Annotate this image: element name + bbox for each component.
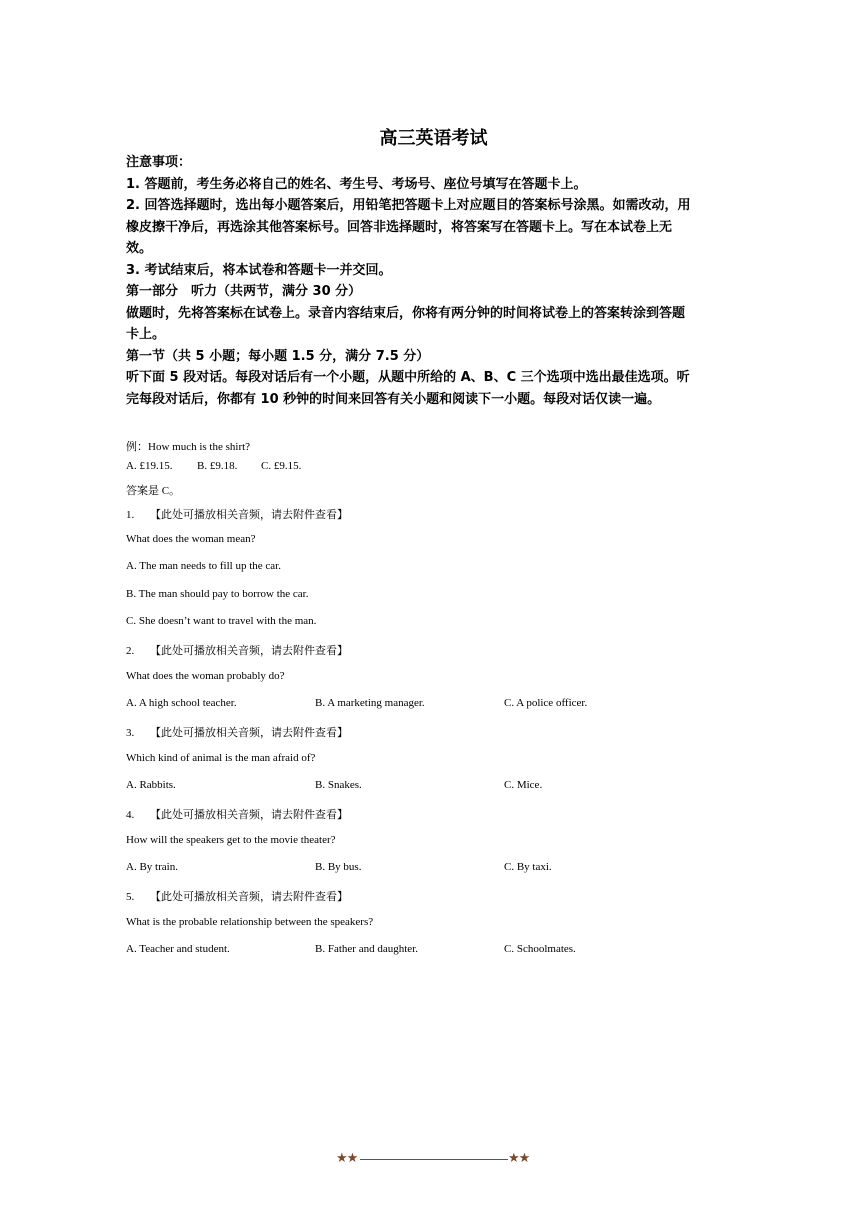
page-title: 高三英语考试: [379, 128, 488, 149]
note-2: 2. 回答选择题时，选出每小题答案后，用铅笔把答题卡上对应题目的答案标号涂黑。如需改动，用橡皮擦干净后，再选涂其他答案标号。回答非选择题时，将答案写在答题卡上。写在本试卷上无效。: [126, 198, 691, 256]
example-option-b: B. £9.18.: [197, 460, 238, 472]
question-1-option-a: A. The man needs to fill up the car.: [126, 560, 281, 572]
question-4-audio: [126, 806, 348, 822]
example-answer: 答案是 C。: [126, 485, 181, 497]
question-1-option-b: B. The man should pay to borrow the car.: [126, 588, 309, 600]
question-2-audio: [126, 642, 348, 658]
question-number: 1.: [126, 509, 135, 521]
question-3-audio: [126, 724, 348, 740]
note-1: 1. 答题前，考生务必将自己的姓名、考生号、考场号、座位号填写在答题卡上。: [126, 176, 587, 192]
instructions-block: [126, 152, 696, 410]
option-b: B. Father and daughter.: [315, 943, 418, 955]
option-c: C. A police officer.: [504, 697, 588, 709]
option-a: A. Teacher and student.: [126, 943, 230, 955]
option-c: C. Mice.: [504, 779, 543, 791]
question-4-text: How will the speakers get to the movie theater?: [126, 834, 336, 846]
option-a: A. A high school teacher.: [126, 697, 237, 709]
example-option-a: A. £19.15.: [126, 460, 173, 472]
question-1-text: What does the woman mean?: [126, 533, 256, 545]
part-description: 做题时，先将答案标在试卷上。录音内容结束后，你将有两分钟的时间将试卷上的答案转涂到答题卡上。: [126, 305, 686, 342]
question-number: 3.: [126, 727, 135, 739]
example-question: 例：How much is the shirt?: [126, 441, 251, 453]
right-stars-icon: ★★: [508, 1150, 530, 1165]
question-5-text: What is the probable relationship between the speakers?: [126, 916, 374, 928]
audio-note: 【此处可播放相关音频，请去附件查看】: [150, 509, 348, 521]
question-2-text: What does the woman probably do?: [126, 670, 285, 682]
audio-note: 【此处可播放相关音频，请去附件查看】: [150, 891, 348, 903]
audio-note: 【此处可播放相关音频，请去附件查看】: [150, 727, 348, 739]
question-1-audio: [126, 506, 348, 522]
option-b: B. Snakes.: [315, 779, 362, 791]
option-a: A. Rabbits.: [126, 779, 176, 791]
question-1-option-c: C. She doesn’t want to travel with the man.: [126, 615, 317, 627]
question-5-audio: [126, 888, 348, 904]
option-c: C. Schoolmates.: [504, 943, 576, 955]
question-number: 4.: [126, 809, 135, 821]
option-b: B. A marketing manager.: [315, 697, 425, 709]
left-stars-icon: ★★: [336, 1150, 358, 1165]
question-number: 5.: [126, 891, 135, 903]
option-a: A. By train.: [126, 861, 178, 873]
example-option-c: C. £9.15.: [261, 460, 302, 472]
note-3: 3. 考试结束后，将本试卷和答题卡一并交回。: [126, 262, 392, 278]
option-b: B. By bus.: [315, 861, 362, 873]
notes-heading: 注意事项：: [126, 155, 192, 170]
section-heading: 第一节（共 5 小题；每小题 1.5 分，满分 7.5 分）: [126, 348, 430, 364]
star-divider-icon: [336, 1150, 534, 1168]
option-c: C. By taxi.: [504, 861, 552, 873]
question-3-text: Which kind of animal is the man afraid of?: [126, 752, 316, 764]
part-heading: 第一部分 听力（共两节，满分 30 分）: [126, 284, 362, 299]
section-description: 听下面 5 段对话。每段对话后有一个小题，从题中所给的 A、B、C 三个选项中选出最佳选项。听完每段对话后，你都有 10 秒钟的时间来回答有关小题和阅读下一小题。每段对话仅读一遍。: [126, 370, 690, 407]
question-number: 2.: [126, 645, 135, 657]
audio-note: 【此处可播放相关音频，请去附件查看】: [150, 645, 348, 657]
audio-note: 【此处可播放相关音频，请去附件查看】: [150, 809, 348, 821]
divider-line: [360, 1159, 508, 1160]
